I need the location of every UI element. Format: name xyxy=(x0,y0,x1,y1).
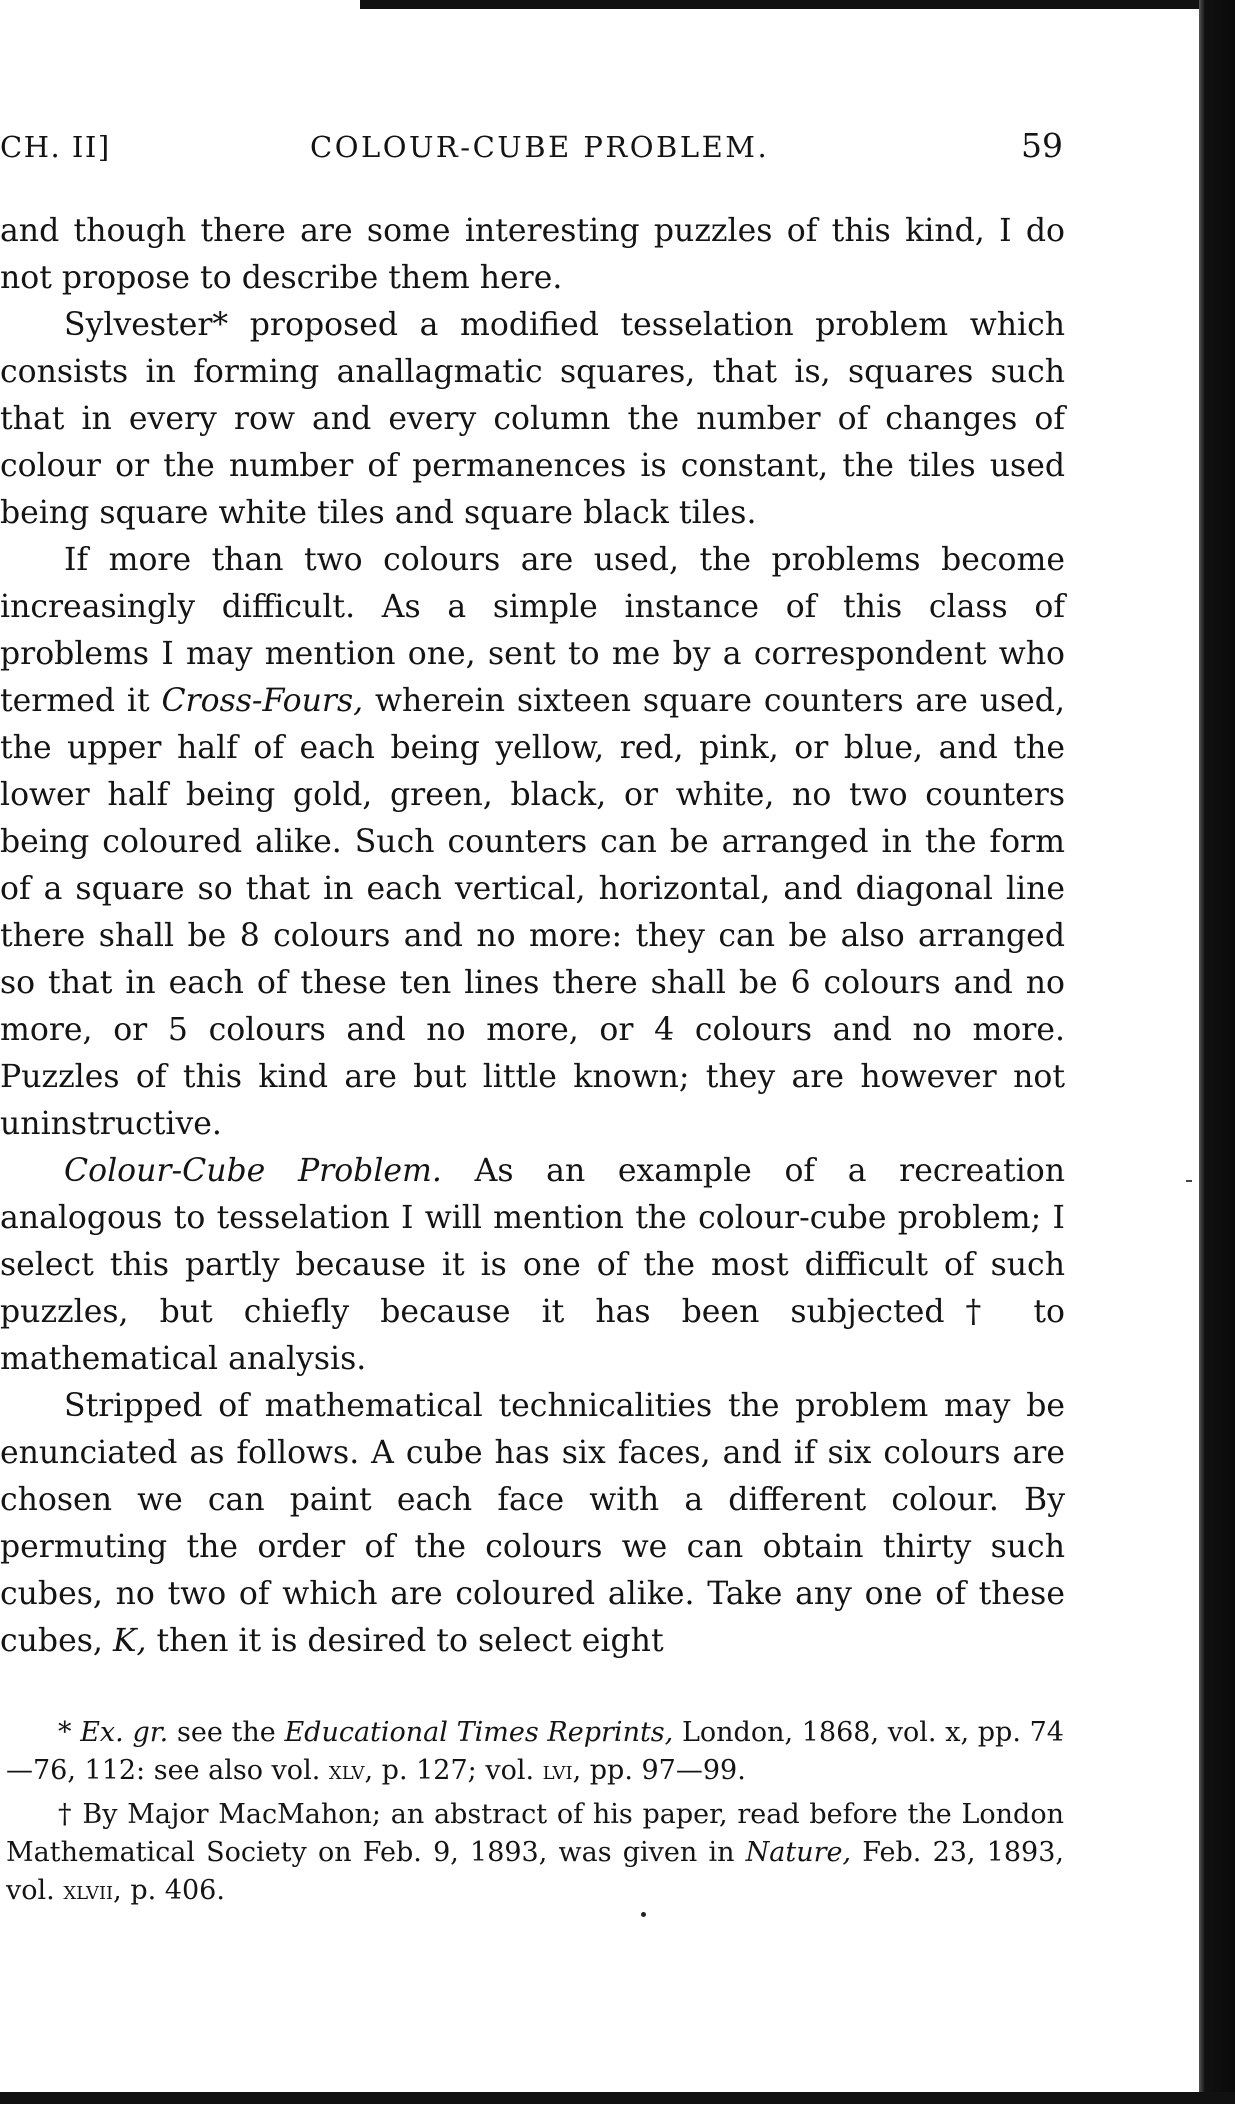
page-number: 59 xyxy=(1021,126,1063,165)
paragraph-5-tail: then it is desired to select eight xyxy=(146,1623,664,1659)
footnote-ref-dagger: † xyxy=(944,1294,1003,1330)
paragraph-2 xyxy=(0,302,1065,537)
footnote-1-vol-lvi: lvi xyxy=(542,1756,573,1785)
scan-right-edge xyxy=(1199,0,1235,2104)
chapter-label: CH. II] xyxy=(0,130,111,164)
footnote-ref-star: * xyxy=(212,307,229,343)
footnote-1 xyxy=(6,1714,1064,1790)
footnote-2 xyxy=(6,1796,1064,1910)
paragraph-3-text: wherein sixteen square counters are used, the upper half of each being yellow, red, pink, or blue, and the lower half being gold, green, black, or white, no two counters being coloured alike. Such counters can be arranged in the form of a square so that in each vertical, horizontal, and diagonal line there shall be 8 colours and no more: they can be also arranged so that in each of these ten lines there shall be 6 colours and no more, or 5 colours and no more, or 4 colours and no more. Puzzles of this kind are but little known; they are however not uninstructive. xyxy=(0,683,1065,1142)
footnotes xyxy=(6,1714,1064,1910)
footnote-2-mark: † xyxy=(58,1799,83,1830)
footnote-2-vol-xlvii: xlvii xyxy=(63,1876,114,1905)
paragraph-4-tail: to mathematical analysis. xyxy=(0,1294,1066,1377)
footnote-1-text-d: , pp. 97—99. xyxy=(572,1755,746,1786)
footnote-2-text-a: By Major MacMahon; an abstract of his paper, read before the London Mathematical Society on Feb. 9, 1893, was given in xyxy=(6,1799,1064,1868)
footnote-2-text-c: , p. 406. xyxy=(113,1875,225,1906)
paragraph-3-lead: If more than two colours are used, the problems become increasingly difficult. As a simple instance of this class of problems I may mention one, sent to me by a correspondent who termed it xyxy=(0,542,1065,719)
paragraph-1 xyxy=(0,208,1065,302)
scan-bottom-edge xyxy=(0,2092,1235,2104)
paragraph-2-lead: Sylvester xyxy=(64,307,213,343)
paragraph-5 xyxy=(0,1383,1065,1665)
scan-top-edge xyxy=(360,0,1235,9)
running-title: COLOUR-CUBE PROBLEM. xyxy=(310,130,770,164)
footnote-1-text-c: , p. 127; vol. xyxy=(364,1755,543,1786)
footnote-1-journal: Educational Times Reprints, xyxy=(284,1717,674,1748)
footnote-1-mark: * xyxy=(58,1717,81,1748)
footnote-2-nature: Nature, xyxy=(745,1837,852,1868)
footnote-1-vol-xlv: xlv xyxy=(328,1756,365,1785)
running-head xyxy=(0,126,1065,170)
paragraph-4-text: As an example of a recreation analogous to tesselation I will mention the colour-cube problem; I select this partly because it is one of the most difficult of such puzzles, but chiefly because it has been subjected xyxy=(0,1153,1065,1330)
scan-speck xyxy=(641,1912,646,1917)
footnote-1-ex-gr: Ex. gr. xyxy=(80,1717,169,1748)
paragraph-5-text: Stripped of mathematical technicalities the problem may be enunciated as follows. A cube has six faces, and if six colours are chosen we can paint each face with a different colour. By permuting the order of the colours we can obtain thirty such cubes, no two of which are coloured alike. Take any one of these cubes, xyxy=(0,1388,1065,1659)
paragraph-2-text: proposed a modified tesselation problem which consists in forming anallagmatic squares, that is, squares such that in every row and every column the number of changes of colour or the number of permanences is constant, the tiles used being square white tiles and square black tiles. xyxy=(0,307,1065,531)
paragraph-3 xyxy=(0,537,1065,1148)
section-heading-colour-cube: Colour-Cube Problem. xyxy=(64,1153,442,1189)
paragraph-1-text: and though there are some interesting puzzles of this kind, I do not propose to describe them here. xyxy=(0,213,1065,296)
footnote-1-text-b: London, 1868, vol. x, pp. 74—76, 112: see also vol. xyxy=(6,1717,1064,1786)
footnote-2-text-b: Feb. 23, 1893, vol. xyxy=(6,1837,1064,1906)
body-text xyxy=(0,208,1065,1665)
paragraph-4 xyxy=(0,1148,1065,1383)
scan-margin-mark xyxy=(1186,1180,1192,1182)
cube-symbol-k: K, xyxy=(112,1623,147,1659)
cross-fours-term: Cross-Fours, xyxy=(161,683,364,719)
footnote-1-text-a: see the xyxy=(168,1717,285,1748)
